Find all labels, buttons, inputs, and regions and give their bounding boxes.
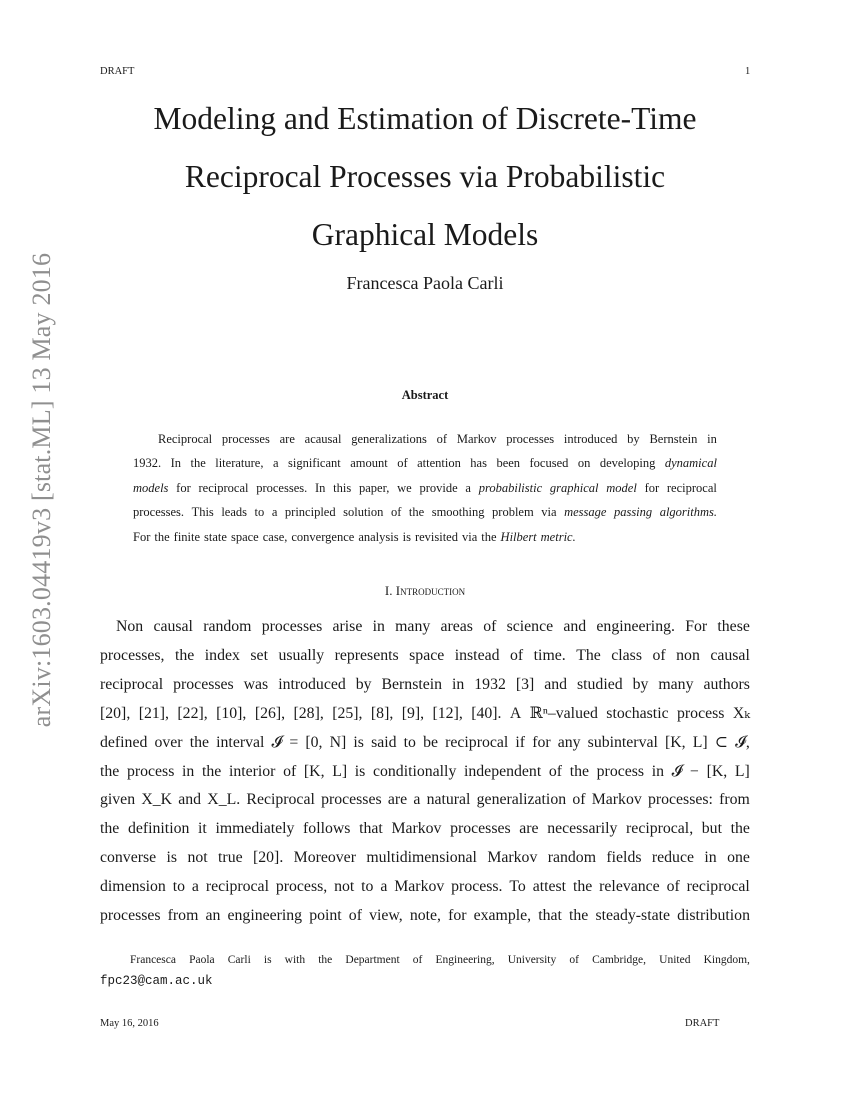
word: metric. xyxy=(540,529,576,544)
word: interval xyxy=(216,733,265,751)
word: class xyxy=(611,646,642,664)
body-line xyxy=(100,844,750,873)
section-title: Introduction xyxy=(395,583,466,598)
word: Moreover xyxy=(293,849,356,867)
word: generalizations xyxy=(351,432,427,446)
word: to xyxy=(254,505,265,520)
word: from xyxy=(167,907,199,925)
body-line xyxy=(100,786,750,815)
word: reciprocal xyxy=(100,675,164,693)
word: 𝓘 xyxy=(671,762,683,780)
word: the xyxy=(100,762,120,780)
word: set xyxy=(250,646,268,664)
word: problem xyxy=(492,505,534,520)
word: one xyxy=(727,849,750,867)
word: state xyxy=(204,529,227,544)
word: a xyxy=(271,505,278,520)
word: [20]. xyxy=(253,849,284,867)
word: Cambridge, xyxy=(592,954,647,966)
word: usually xyxy=(278,646,325,664)
word: the xyxy=(318,954,333,966)
word: of xyxy=(348,907,362,925)
word: was xyxy=(243,675,269,693)
word: Bernstein xyxy=(381,675,443,693)
word: the xyxy=(154,529,170,544)
word: the xyxy=(572,878,593,896)
word: for xyxy=(448,907,467,925)
word: time. xyxy=(533,646,566,664)
word: case, xyxy=(262,529,288,544)
word: process xyxy=(677,704,725,722)
word: dimension xyxy=(100,878,166,896)
word: algorithms. xyxy=(659,505,717,520)
word: from xyxy=(719,791,750,809)
word: a xyxy=(272,456,279,471)
word: reduce xyxy=(651,849,694,867)
word: not xyxy=(334,878,355,896)
word: authors xyxy=(703,675,750,693)
word: true xyxy=(218,849,243,867)
word: and xyxy=(563,618,587,635)
body-line xyxy=(100,873,750,902)
word: Engineering, xyxy=(435,954,495,966)
word: be xyxy=(423,733,438,751)
word: L] xyxy=(692,733,708,751)
word: follows xyxy=(303,820,351,838)
word: of xyxy=(572,791,586,809)
word: of xyxy=(569,954,579,966)
word: engineering xyxy=(227,907,303,925)
title-line: Graphical Models xyxy=(311,217,539,252)
word: and xyxy=(178,791,202,809)
word: Markov xyxy=(391,820,442,838)
word: science xyxy=(506,618,554,635)
word: by xyxy=(355,675,372,693)
word: a xyxy=(191,878,199,896)
word: definition xyxy=(127,820,190,838)
word: reciprocal xyxy=(205,878,269,896)
word: amount xyxy=(350,456,388,471)
abstract-line xyxy=(133,427,717,451)
word: in xyxy=(651,762,664,780)
word: Bernstein xyxy=(649,432,698,446)
word: Department xyxy=(345,954,400,966)
abstract-line xyxy=(133,451,717,475)
word: relevance xyxy=(599,878,660,896)
section-number: I. xyxy=(384,583,393,598)
word: dynamical xyxy=(664,456,717,471)
section-heading xyxy=(100,583,750,599)
word: revisited xyxy=(414,529,458,544)
word: space xyxy=(230,529,259,544)
word: that xyxy=(538,907,562,925)
word: are xyxy=(387,791,408,809)
word: 1932 xyxy=(474,675,506,693)
word: many xyxy=(658,675,694,693)
word: has xyxy=(470,456,487,471)
word: necessarily xyxy=(547,820,618,838)
word: for xyxy=(176,480,191,495)
word: leads xyxy=(221,505,248,520)
word: process, xyxy=(275,878,328,896)
word: multidimensional xyxy=(366,849,477,867)
word: fields xyxy=(606,849,642,867)
word: principled xyxy=(284,505,336,520)
word: The xyxy=(576,646,601,664)
word: models xyxy=(133,480,169,495)
abstract-heading: Abstract xyxy=(401,388,449,402)
body-line xyxy=(100,902,750,931)
body-line xyxy=(100,729,750,758)
body-text xyxy=(100,613,750,931)
footer-date: May 16, 2016 xyxy=(100,1018,159,1029)
word: United xyxy=(659,954,691,966)
word: of xyxy=(510,646,524,664)
word: of xyxy=(652,646,666,664)
word: attention xyxy=(417,456,461,471)
word: by xyxy=(627,432,640,446)
word: in xyxy=(372,618,385,635)
word: to xyxy=(361,878,374,896)
running-header: DRAFT xyxy=(100,66,135,77)
abstract-body xyxy=(133,427,717,549)
word: is xyxy=(263,954,272,966)
word: the xyxy=(569,762,589,780)
word: model xyxy=(606,480,637,495)
word: areas xyxy=(440,618,473,635)
word: processes xyxy=(173,675,234,693)
word: literature, xyxy=(215,456,264,471)
word: by xyxy=(632,675,649,693)
word: causal xyxy=(710,646,750,664)
word: but xyxy=(701,820,722,838)
word: in xyxy=(704,849,717,867)
word: said xyxy=(371,733,397,751)
word: to xyxy=(172,878,186,896)
word: ⊂ xyxy=(714,733,729,751)
word: Carli xyxy=(227,954,251,966)
word: [9], xyxy=(401,704,425,722)
word: introduced xyxy=(278,675,346,693)
word: [26], xyxy=(254,704,286,722)
word: X_K xyxy=(141,791,173,809)
word: the xyxy=(408,505,425,520)
word: [21], xyxy=(138,704,169,722)
word: distribution xyxy=(677,907,750,925)
word: solution xyxy=(343,505,384,520)
word: significant xyxy=(287,456,341,471)
word: on xyxy=(577,456,591,471)
word: and xyxy=(544,675,568,693)
word: Francesca xyxy=(130,954,176,966)
word: of xyxy=(483,618,497,635)
word: via xyxy=(461,529,478,544)
word: defined xyxy=(100,733,148,751)
title-line: Reciprocal Processes via Probabilistic xyxy=(184,159,666,194)
word: for xyxy=(532,733,551,751)
word: introduced xyxy=(563,432,618,446)
word: stochastic xyxy=(606,704,669,722)
word: non xyxy=(676,646,700,664)
word: of xyxy=(283,762,297,780)
word: the xyxy=(174,646,195,664)
word: many xyxy=(395,618,431,635)
word: interior xyxy=(228,762,276,780)
word: For xyxy=(133,529,151,544)
word: Markov xyxy=(487,849,538,867)
word: of xyxy=(397,456,408,471)
word: in xyxy=(452,675,465,693)
word: developing xyxy=(599,456,656,471)
word: are xyxy=(519,820,539,838)
word: reciprocal, xyxy=(626,820,694,838)
word: 𝓘 xyxy=(271,733,283,751)
word: processes xyxy=(450,820,511,838)
paper-title xyxy=(100,90,750,264)
word: not xyxy=(187,849,208,867)
word: [K, xyxy=(303,762,325,780)
word: [10], xyxy=(216,704,247,722)
word: note, xyxy=(409,907,441,925)
word: Paola xyxy=(189,954,215,966)
word: the xyxy=(189,733,210,751)
word: In xyxy=(315,480,326,495)
word: L] xyxy=(332,762,348,780)
word: − xyxy=(690,762,699,780)
word: conditionally xyxy=(372,762,457,780)
footnote-text xyxy=(100,950,750,971)
word: of xyxy=(436,432,448,446)
word: if xyxy=(515,733,526,751)
word: process. xyxy=(451,878,503,896)
word: [25], xyxy=(332,704,363,722)
word: the xyxy=(730,820,750,838)
body-line xyxy=(100,613,750,642)
word: processes xyxy=(100,907,161,925)
word: analysis xyxy=(358,529,399,544)
word: of xyxy=(548,762,563,780)
word: reciprocal xyxy=(445,733,509,751)
word: processes xyxy=(261,618,323,635)
body-line xyxy=(100,671,750,700)
title-line: Modeling and Estimation of Discrete-Time xyxy=(153,101,697,136)
word: processes xyxy=(321,791,382,809)
word: represents xyxy=(334,646,399,664)
word: ℝⁿ–valued xyxy=(529,704,598,722)
word: space xyxy=(409,646,445,664)
word: this xyxy=(333,480,352,495)
word: attest xyxy=(532,878,567,896)
word: these xyxy=(717,618,750,635)
word: is xyxy=(354,762,366,780)
word: A xyxy=(509,704,522,722)
footnote xyxy=(100,950,750,992)
word: point xyxy=(309,907,342,925)
author-name: Francesca Paola Carli xyxy=(346,273,504,293)
word: 𝓘, xyxy=(735,733,750,751)
word: a xyxy=(380,878,388,896)
word: over xyxy=(154,733,183,751)
word: is xyxy=(402,529,411,544)
word: To xyxy=(509,878,526,896)
word: processes xyxy=(221,432,270,446)
word: [8], xyxy=(370,704,394,722)
body-line xyxy=(100,815,750,844)
word: via xyxy=(541,505,557,520)
word: This xyxy=(191,505,214,520)
word: Reciprocal xyxy=(158,432,213,446)
word: independent xyxy=(464,762,542,780)
word: of xyxy=(390,505,402,520)
word: Xₖ xyxy=(732,704,750,722)
word: random xyxy=(203,618,252,635)
word: the xyxy=(100,820,120,838)
word: processes. xyxy=(256,480,308,495)
word: is xyxy=(353,733,364,751)
word: reciprocal xyxy=(686,878,750,896)
word: [28], xyxy=(293,704,324,722)
word: random xyxy=(547,849,596,867)
word: processes. xyxy=(133,505,185,520)
word: natural xyxy=(426,791,471,809)
word: Markov xyxy=(591,791,642,809)
word: engineering. xyxy=(596,618,675,635)
word: reciprocal xyxy=(666,480,717,495)
word: [K, xyxy=(665,733,686,751)
word: in xyxy=(182,762,195,780)
word: probabilistic xyxy=(478,480,543,495)
body-line xyxy=(100,700,750,729)
word: a xyxy=(413,791,421,809)
word: is xyxy=(166,849,178,867)
word: process xyxy=(126,762,175,780)
word: graphical xyxy=(549,480,599,495)
word: [0, xyxy=(305,733,323,751)
word: of xyxy=(666,878,680,896)
page-number: 1 xyxy=(745,66,751,77)
word: arise xyxy=(332,618,363,635)
body-line xyxy=(100,642,750,671)
word: acausal xyxy=(304,432,342,446)
word: we xyxy=(397,480,412,495)
arxiv-stamp-text: arXiv:1603.04419v3 [stat.ML] 13 May 2016 xyxy=(27,252,56,728)
word: an xyxy=(205,907,221,925)
word: [K, xyxy=(706,762,728,780)
word: process xyxy=(596,762,645,780)
word: L] xyxy=(734,762,750,780)
word: paper, xyxy=(358,480,390,495)
word: causal xyxy=(153,618,193,635)
word: Non xyxy=(116,618,144,635)
word: that xyxy=(359,820,383,838)
word: the xyxy=(481,529,497,544)
word: [22], xyxy=(177,704,208,722)
word: [40]. xyxy=(471,704,502,722)
word: [12], xyxy=(432,704,463,722)
word: Markov xyxy=(456,432,497,446)
word: Kingdom, xyxy=(703,954,750,966)
abstract-line xyxy=(133,525,717,549)
word: Hilbert xyxy=(500,529,537,544)
word: the xyxy=(201,762,222,780)
word: the xyxy=(569,907,589,925)
word: In xyxy=(170,456,182,471)
word: are xyxy=(279,432,295,446)
word: with xyxy=(284,954,306,966)
body-line xyxy=(100,758,750,787)
word: reciprocal xyxy=(198,480,249,495)
word: smoothing xyxy=(431,505,485,520)
word: it xyxy=(198,820,207,838)
word: Markov xyxy=(394,878,445,896)
word: converse xyxy=(100,849,157,867)
word: steady-state xyxy=(595,907,671,925)
word: in xyxy=(707,432,717,446)
word: passing xyxy=(613,505,653,520)
word: finite xyxy=(173,529,201,544)
word: generalization xyxy=(476,791,567,809)
word: any xyxy=(557,733,581,751)
word: to xyxy=(403,733,416,751)
word: message xyxy=(564,505,607,520)
word: example, xyxy=(473,907,532,925)
word: immediately xyxy=(215,820,295,838)
word: the xyxy=(190,456,206,471)
footer-draft: DRAFT xyxy=(685,1018,720,1029)
word: a xyxy=(465,480,471,495)
word: studied xyxy=(577,675,623,693)
word: = xyxy=(289,733,299,751)
word: provide xyxy=(419,480,458,495)
word: N] xyxy=(329,733,347,751)
word: focused xyxy=(529,456,569,471)
word: of xyxy=(412,954,423,966)
word: view, xyxy=(369,907,403,925)
word: X_L. xyxy=(207,791,241,809)
word: processes: xyxy=(647,791,713,809)
word: subinterval xyxy=(587,733,658,751)
word: University xyxy=(507,954,557,966)
word: For xyxy=(685,618,708,635)
word: given xyxy=(100,791,136,809)
word: processes, xyxy=(100,646,165,664)
footnote-email[interactable]: fpc23@cam.ac.uk xyxy=(100,974,213,988)
word: instead xyxy=(454,646,500,664)
word: Reciprocal xyxy=(246,791,315,809)
word: 1932. xyxy=(133,456,162,471)
abstract-line xyxy=(133,500,717,524)
word: processes xyxy=(506,432,555,446)
word: [20], xyxy=(100,704,131,722)
word: for xyxy=(644,480,660,495)
abstract-line xyxy=(133,476,717,500)
word: index xyxy=(204,646,240,664)
word: [3] xyxy=(515,675,535,693)
word: convergence xyxy=(291,529,355,544)
word: been xyxy=(496,456,521,471)
